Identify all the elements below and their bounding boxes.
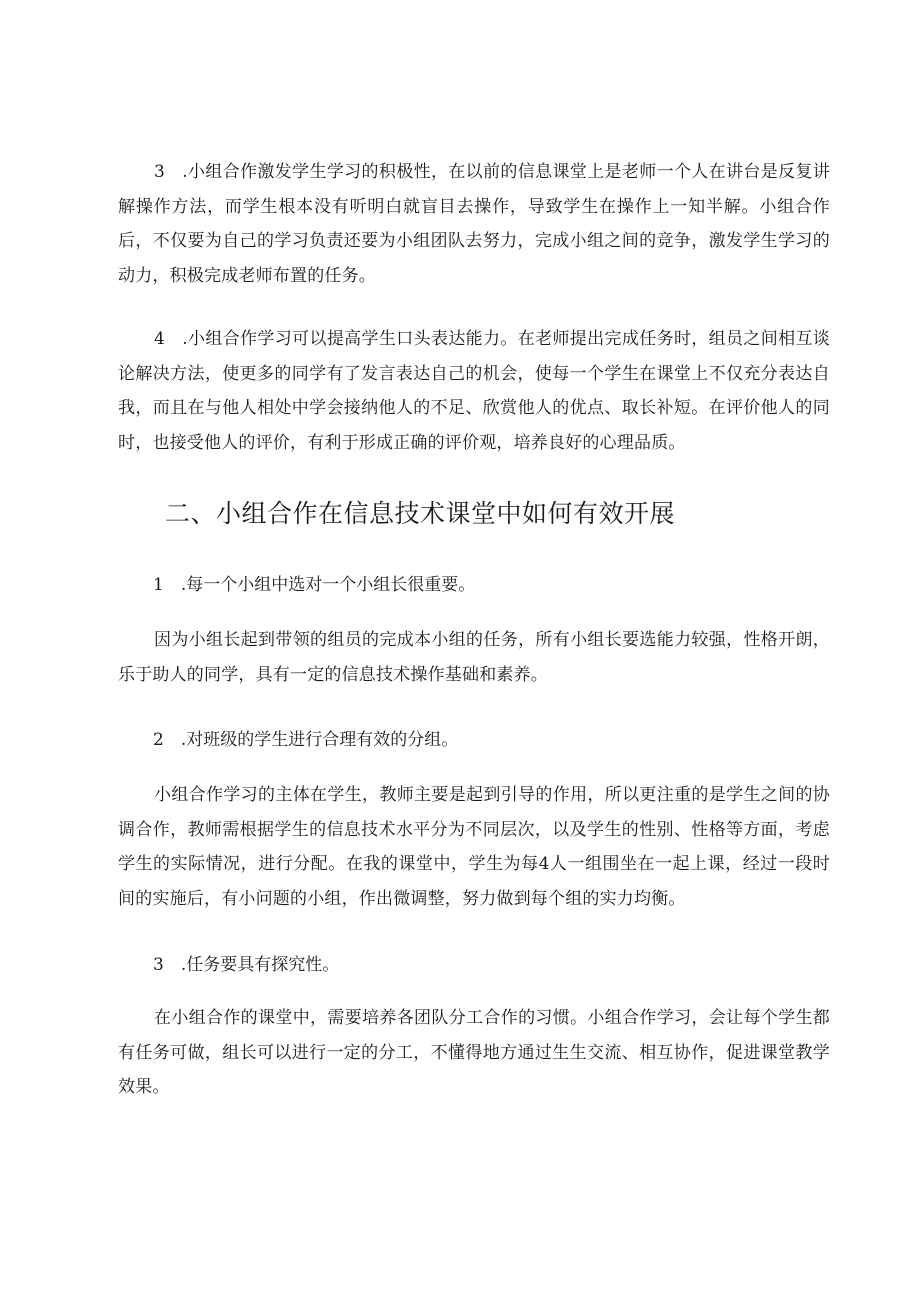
item-3-title: 3 .任务要具有探究性。 [153,955,340,975]
item-1-title: 1 .每一个小组中选对一个小组长很重要。 [153,575,476,595]
paragraph-point-3: 3 .小组合作激发学生学习的积极性，在以前的信息课堂上是老师一个人在讲台是反复讲解操作方法，而学生根本没有听明白就盲目去操作，导致学生在操作上一知半解。小组合作后，不仅要为自己的学习负责还要为小组团队去努力，完成小组之间的竞争，激发学生学习的动力，积极完成老师布置的任务。 [118,162,830,286]
item-2-title: 2 .对班级的学生进行合理有效的分组。 [153,730,459,750]
item-2-body: 小组合作学习的主体在学生，教师主要是起到引导的作用，所以更注重的是学生之间的协调合作，教师需根据学生的信息技术水平分为不同层次，以及学生的性别、性格等方面，考虑学生的实际情况，进行分配。在我的课堂中，学生为每4人一组围坐在一起上课，经过一段时间的实施后，有小问题的小组，作出微调整，努力做到每个组的实力均衡。 [118,785,830,909]
paragraph-point-4: 4 .小组合作学习可以提高学生口头表达能力。在老师提出完成任务时，组员之间相互谈论解决方法，使更多的同学有了发言表达自己的机会，使每一个学生在课堂上不仅充分表达自我，而且在与他人相处中学会接纳他人的不足、欣赏他人的优点、取长补短。在评价他人的同时，也接受他人的评价，有利于形成正确的评价观，培养良好的心理品质。 [118,329,830,453]
item-1-body: 因为小组长起到带领的组员的完成本小组的任务，所有小组长要选能力较强，性格开朗，乐于助人的同学，具有一定的信息技术操作基础和素养。 [118,630,830,685]
section-heading: 二、小组合作在信息技术课堂中如何有效开展 [165,499,676,528]
item-3-body: 在小组合作的课堂中，需要培养各团队分工合作的习惯。小组合作学习，会让每个学生都有任务可做，组长可以进行一定的分工，不懂得地方通过生生交流、相互协作，促进课堂教学效果。 [118,1008,830,1097]
